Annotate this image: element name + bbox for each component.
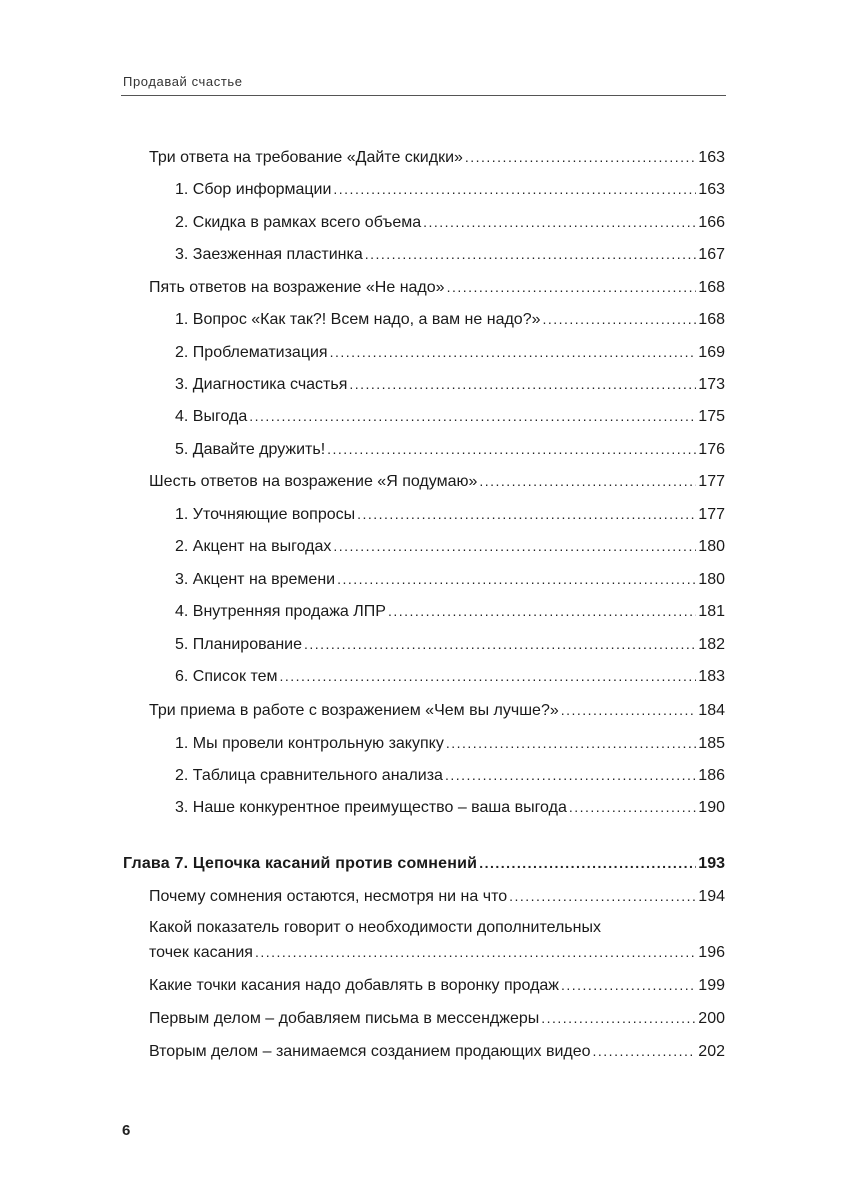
toc-entry-title: Пять ответов на возражение «Не надо» [149, 279, 445, 296]
toc-entry [175, 244, 725, 265]
leader-dots [249, 406, 696, 426]
toc-entry-page: 182 [698, 636, 725, 653]
toc-entry-title: Вторым делом – занимаемся созданием продающих видео [149, 1043, 591, 1060]
toc-entry-title: 5. Планирование [175, 636, 302, 653]
toc-entry-page: 180 [698, 571, 725, 588]
toc-entry [149, 147, 725, 168]
toc-entry-page: 177 [698, 506, 725, 523]
toc-entry [149, 942, 725, 963]
toc-entry [175, 536, 725, 557]
leader-dots [388, 601, 696, 621]
toc-entry-title: Шесть ответов на возражение «Я подумаю» [149, 473, 478, 490]
leader-dots [446, 733, 696, 753]
toc-entry [149, 700, 725, 721]
page-number: 6 [122, 1122, 131, 1139]
toc-entry-page: 177 [698, 473, 725, 490]
toc-entry [175, 439, 725, 460]
toc-entry-title: 4. Выгода [175, 408, 248, 425]
toc-entry-title: 1. Сбор информации [175, 181, 332, 198]
toc-entry-title: Три приема в работе с возражением «Чем вы лучше?» [149, 702, 559, 719]
leader-dots [365, 244, 697, 264]
toc-entry-page: 190 [698, 799, 725, 816]
toc-chapter-heading [123, 853, 725, 874]
toc-entry-page: 184 [698, 702, 725, 719]
toc-entry-page: 166 [698, 214, 725, 231]
toc-entry-page: 173 [698, 376, 725, 393]
toc-entry-page: 193 [698, 855, 725, 872]
toc-entry-title: 3. Наше конкурентное преимущество – ваша выгода [175, 799, 567, 816]
toc-entry-title: 2. Скидка в рамках всего объема [175, 214, 422, 231]
toc-entry-title: 2. Акцент на выгодах [175, 538, 332, 555]
toc-entry-title: 5. Давайте дружить! [175, 441, 326, 458]
leader-dots [509, 886, 696, 906]
toc-entry [149, 277, 725, 298]
leader-dots [561, 975, 696, 995]
toc-entry-page: 185 [698, 735, 725, 752]
leader-dots [543, 309, 697, 329]
leader-dots [541, 1008, 696, 1028]
leader-dots [479, 471, 696, 491]
leader-dots [280, 666, 697, 686]
toc-entry-page: 175 [698, 408, 725, 425]
toc-entry-page: 163 [698, 181, 725, 198]
leader-dots [337, 569, 696, 589]
toc-entry-page: 183 [698, 668, 725, 685]
toc-entry-title: 3. Диагностика счастья [175, 376, 348, 393]
toc-entry [175, 797, 725, 818]
leader-dots [423, 212, 696, 232]
toc-entry [175, 569, 725, 590]
leader-dots [479, 853, 696, 873]
toc-entry [149, 975, 725, 996]
toc-entry-page: 181 [698, 603, 725, 620]
toc-entry-page: 199 [698, 977, 725, 994]
toc-entry [175, 504, 725, 525]
leader-dots [445, 765, 696, 785]
leader-dots [304, 634, 696, 654]
leader-dots [330, 342, 697, 362]
toc-entry-title: точек касания [149, 944, 253, 961]
toc-entry [175, 309, 725, 330]
toc-entry-title: Три ответа на требование «Дайте скидки» [149, 149, 463, 166]
header-rule [121, 95, 726, 96]
leader-dots [357, 504, 696, 524]
toc-entry [175, 601, 725, 622]
toc-entry-page: 180 [698, 538, 725, 555]
leader-dots [349, 374, 696, 394]
toc-entry-page: 168 [698, 279, 725, 296]
toc-entry-page: 169 [698, 344, 725, 361]
leader-dots [333, 179, 696, 199]
leader-dots [593, 1041, 697, 1061]
toc-entry-title: 4. Внутренняя продажа ЛПР [175, 603, 386, 620]
toc-entry-title: 1. Мы провели контрольную закупку [175, 735, 444, 752]
toc-entry [175, 342, 725, 363]
leader-dots [255, 942, 696, 962]
toc-entry [149, 1008, 725, 1029]
toc-entry-title: 3. Акцент на времени [175, 571, 336, 588]
toc-entry [149, 471, 725, 492]
toc-entry-title: 2. Проблематизация [175, 344, 328, 361]
leader-dots [327, 439, 696, 459]
toc-entry [175, 212, 725, 233]
leader-dots [569, 797, 696, 817]
toc-entry [175, 406, 725, 427]
toc-entry-page: 194 [698, 888, 725, 905]
toc-entry [175, 179, 725, 200]
toc-entry-title: 1. Вопрос «Как так?! Всем надо, а вам не надо?» [175, 311, 541, 328]
toc-entry-title: 2. Таблица сравнительного анализа [175, 767, 443, 784]
leader-dots [561, 700, 697, 720]
leader-dots [333, 536, 696, 556]
toc-entry [175, 374, 725, 395]
toc-entry-title: 6. Список тем [175, 668, 278, 685]
toc-entry [175, 733, 725, 754]
toc-entry-page: 196 [698, 944, 725, 961]
toc-entry-title: Почему сомнения остаются, несмотря ни на что [149, 888, 508, 905]
toc-entry-page: 163 [698, 149, 725, 166]
toc-entry-title-line1: Какой показатель говорит о необходимости дополнительных [149, 919, 601, 936]
toc-entry-title: Первым делом – добавляем письма в мессенджеры [149, 1010, 540, 1027]
toc-entry-page: 176 [698, 441, 725, 458]
toc-entry [175, 634, 725, 655]
running-head: Продавай счастье [123, 74, 243, 89]
leader-dots [447, 277, 697, 297]
toc-entry [175, 765, 725, 786]
toc-entry-page: 200 [698, 1010, 725, 1027]
toc-entry-title: 3. Заезженная пластинка [175, 246, 363, 263]
toc-entry-page: 167 [698, 246, 725, 263]
toc-entry-page: 186 [698, 767, 725, 784]
toc-entry-page: 202 [698, 1043, 725, 1060]
leader-dots [465, 147, 696, 167]
toc-entry [175, 666, 725, 687]
toc-entry [149, 886, 725, 907]
toc-entry-title: Глава 7. Цепочка касаний против сомнений [123, 855, 478, 872]
toc-entry [149, 1041, 725, 1062]
toc-entry-title: Какие точки касания надо добавлять в воронку продаж [149, 977, 559, 994]
toc-entry-title: 1. Уточняющие вопросы [175, 506, 356, 523]
toc-entry-page: 168 [698, 311, 725, 328]
